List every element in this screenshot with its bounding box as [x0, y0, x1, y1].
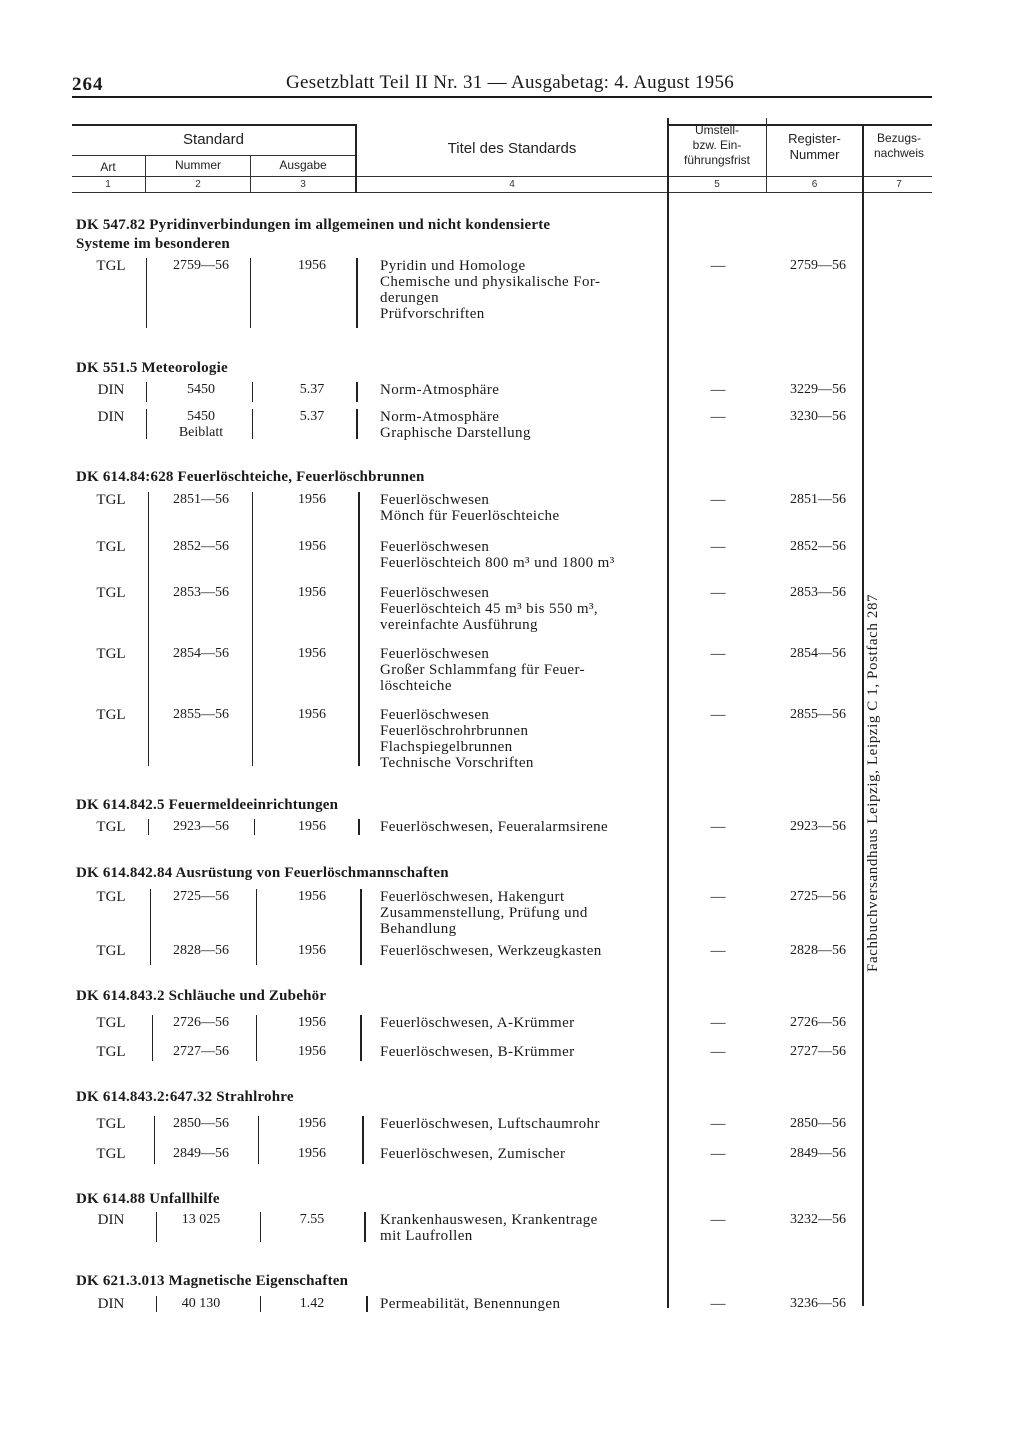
cell-ausgabe: 1956 [298, 819, 326, 834]
cell-art: TGL [96, 1146, 126, 1162]
th-umstell-3: führungsfrist [683, 153, 751, 167]
cell-ausgabe: 5.37 [299, 382, 325, 397]
cell-art: TGL [96, 492, 126, 508]
column-separator [252, 409, 253, 439]
cell-umstell: — [710, 1015, 726, 1031]
cell-register: 2923—56 [790, 819, 846, 834]
cell-nummer: 2727—56 [173, 1044, 229, 1059]
rule [72, 124, 356, 126]
table-row [80, 943, 880, 961]
cell-umstell: — [710, 409, 726, 425]
cell-ausgabe: 1.42 [299, 1296, 325, 1311]
cell-register: 2727—56 [790, 1044, 846, 1059]
section-heading: DK 551.5 Meteorologie [76, 360, 228, 376]
cell-umstell: — [710, 1296, 726, 1312]
col-number: 3 [300, 179, 306, 190]
column-separator [260, 1212, 261, 1242]
cell-register: 2850—56 [790, 1116, 846, 1131]
column-separator [364, 1212, 366, 1242]
cell-titel: Feuerlöschwesen, Luftschaumrohr [380, 1116, 600, 1132]
th-titel: Titel des Standards [447, 140, 577, 157]
section-heading: DK 614.842.5 Feuermeldeeinrichtungen [76, 797, 339, 813]
cell-register: 2726—56 [790, 1015, 846, 1030]
cell-art: TGL [96, 943, 126, 959]
col-number: 6 [811, 179, 818, 190]
bezugsnachweis-note: Fachbuchversandhaus Leipzig, Leipzig C 1, Postfach 287 [865, 593, 881, 972]
table-row [80, 492, 880, 524]
cell-nummer: 2759—56 [173, 258, 229, 273]
th-standard: Standard [183, 131, 244, 148]
table-row [80, 646, 880, 694]
cell-ausgabe: 7.55 [299, 1212, 325, 1227]
cell-art: TGL [96, 646, 126, 662]
cell-art: TGL [96, 258, 126, 274]
th-umstell-2: bzw. Ein- [692, 138, 742, 152]
cell-nummer: 2855—56 [173, 707, 229, 722]
cell-ausgabe: 1956 [298, 889, 326, 904]
cell-nummer: 2726—56 [173, 1015, 229, 1030]
cell-umstell: — [710, 646, 726, 662]
cell-titel: Feuerlöschwesen, Werkzeugkasten [380, 943, 602, 959]
header-rule [72, 96, 932, 98]
section-heading: DK 614.88 Unfallhilfe [76, 1191, 220, 1207]
col-number: 4 [509, 179, 515, 190]
cell-nummer: 2725—56 [173, 889, 229, 904]
cell-art: TGL [96, 1015, 126, 1031]
cell-umstell: — [710, 943, 726, 959]
cell-register: 2852—56 [790, 539, 846, 554]
column-separator [260, 1296, 261, 1312]
cell-register: 3236—56 [790, 1296, 846, 1311]
cell-nummer: 2852—56 [173, 539, 229, 554]
cell-umstell: — [710, 1116, 726, 1132]
cell-ausgabe: 1956 [298, 943, 326, 958]
table-row [80, 1044, 880, 1062]
table-row [80, 1296, 880, 1314]
cell-umstell: — [710, 1146, 726, 1162]
cell-titel: Krankenhauswesen, Krankentrage mit Laufrollen [380, 1212, 598, 1244]
table-row [80, 889, 880, 937]
table-row [80, 707, 880, 771]
cell-umstell: — [710, 707, 726, 723]
section-heading: DK 614.843.2 Schläuche und Zubehör [76, 988, 327, 1004]
cell-titel: Feuerlöschwesen Feuerlöschrohrbrunnen Flachspiegelbrunnen Technische Vorschriften [380, 707, 534, 771]
column-separator [146, 382, 147, 402]
column-separator [148, 819, 149, 835]
table-row [80, 1146, 880, 1164]
cell-ausgabe: 1956 [298, 492, 326, 507]
section-heading: DK 547.82 Pyridinverbindungen im allgemeinen und nicht kondensierte Systeme im besonderen [76, 217, 551, 252]
cell-ausgabe: 1956 [298, 707, 326, 722]
column-separator [254, 819, 255, 835]
cell-titel: Feuerlöschwesen Mönch für Feuerlöschteiche [380, 492, 560, 524]
cell-nummer: 2853—56 [173, 585, 229, 600]
cell-titel: Feuerlöschwesen, B-Krümmer [380, 1044, 575, 1060]
col-number: 1 [105, 179, 111, 190]
cell-register: 2828—56 [790, 943, 846, 958]
cell-art: TGL [96, 707, 126, 723]
cell-titel: Permeabilität, Benennungen [380, 1296, 561, 1312]
table-row [80, 539, 880, 571]
cell-umstell: — [710, 258, 726, 274]
cell-art: DIN [97, 382, 125, 398]
cell-nummer: 5450 Beiblatt [178, 409, 224, 440]
table-row [80, 1015, 880, 1033]
column-separator [356, 258, 358, 328]
cell-ausgabe: 1956 [298, 539, 326, 554]
table-row [80, 409, 880, 441]
cell-titel: Feuerlöschwesen Großer Schlammfang für Feuer- löschteiche [380, 646, 585, 694]
rule [72, 155, 356, 156]
table-row [80, 258, 880, 322]
th-nummer: Nummer [174, 158, 221, 172]
cell-ausgabe: 1956 [298, 1116, 326, 1131]
cell-nummer: 13 025 [181, 1212, 221, 1227]
section-heading: DK 621.3.013 Magnetische Eigenschaften [76, 1273, 349, 1289]
th-bezugs-2: nachweis [873, 146, 925, 160]
th-ausgabe: Ausgabe [279, 158, 327, 172]
column-separator [146, 258, 147, 328]
column-separator [252, 382, 253, 402]
cell-nummer: 2851—56 [173, 492, 229, 507]
cell-titel: Feuerlöschwesen, Zumischer [380, 1146, 566, 1162]
cell-register: 3232—56 [790, 1212, 846, 1227]
cell-ausgabe: 1956 [298, 585, 326, 600]
cell-umstell: — [710, 1044, 726, 1060]
th-art: Art [100, 160, 116, 174]
cell-titel: Pyridin und Homologe Chemische und physikalische For- derungen Prüfvorschriften [380, 258, 601, 322]
cell-titel: Norm-Atmosphäre Graphische Darstellung [380, 409, 531, 441]
table-row [80, 819, 880, 837]
cell-titel: Norm-Atmosphäre [380, 382, 500, 398]
cell-umstell: — [710, 539, 726, 555]
cell-titel: Feuerlöschwesen, Hakengurt Zusammenstellung, Prüfung und Behandlung [380, 889, 588, 937]
cell-titel: Feuerlöschwesen Feuerlöschteich 800 m³ und 1800 m³ [380, 539, 615, 571]
cell-art: DIN [97, 1212, 125, 1228]
cell-titel: Feuerlöschwesen, Feueralarmsirene [380, 819, 609, 835]
cell-umstell: — [710, 382, 726, 398]
cell-ausgabe: 1956 [298, 258, 326, 273]
cell-nummer: 2850—56 [173, 1116, 229, 1131]
col-number: 7 [896, 179, 902, 190]
th-umstell-1: Umstell- [695, 123, 739, 137]
column-separator [146, 409, 147, 439]
cell-register: 2855—56 [790, 707, 846, 722]
cell-register: 2725—56 [790, 889, 846, 904]
cell-register: 3230—56 [790, 409, 846, 424]
cell-nummer: 2828—56 [173, 943, 229, 958]
section-heading: DK 614.842.84 Ausrüstung von Feuerlöschmannschaften [76, 865, 449, 881]
column-separator [356, 382, 358, 402]
cell-ausgabe: 1956 [298, 1146, 326, 1161]
th-register-2: Nummer [789, 147, 840, 162]
column-separator [250, 258, 251, 328]
cell-art: TGL [96, 1044, 126, 1060]
table-row [80, 1212, 880, 1244]
cell-register: 2853—56 [790, 585, 846, 600]
section-heading: DK 614.843.2:647.32 Strahlrohre [76, 1089, 294, 1105]
col-number: 2 [195, 179, 201, 190]
rule [72, 176, 932, 177]
cell-register: 3229—56 [790, 382, 846, 397]
table-row [80, 382, 880, 400]
cell-umstell: — [710, 819, 726, 835]
cell-titel: Feuerlöschwesen, A-Krümmer [380, 1015, 575, 1031]
cell-register: 2849—56 [790, 1146, 846, 1161]
th-register-1: Register- [788, 131, 841, 146]
cell-nummer: 2854—56 [173, 646, 229, 661]
cell-umstell: — [710, 492, 726, 508]
th-bezugs-1: Bezugs- [876, 131, 922, 145]
cell-ausgabe: 1956 [298, 646, 326, 661]
cell-art: TGL [96, 585, 126, 601]
page-header-title: Gesetzblatt Teil II Nr. 31 — Ausgabetag: 4. August 1956 [286, 72, 735, 93]
column-separator [356, 409, 358, 439]
cell-art: TGL [96, 539, 126, 555]
rule [72, 192, 932, 193]
cell-ausgabe: 5.37 [299, 409, 325, 424]
column-separator [366, 1296, 368, 1312]
table-row [80, 1116, 880, 1134]
table-row [80, 585, 880, 633]
cell-ausgabe: 1956 [298, 1015, 326, 1030]
cell-ausgabe: 1956 [298, 1044, 326, 1059]
cell-titel: Feuerlöschwesen Feuerlöschteich 45 m³ bis 550 m³, vereinfachte Ausführung [380, 585, 598, 633]
col-number: 5 [714, 179, 720, 190]
cell-register: 2759—56 [790, 258, 846, 273]
cell-nummer: 40 130 [181, 1296, 221, 1311]
cell-art: DIN [97, 1296, 125, 1312]
cell-art: TGL [96, 819, 126, 835]
cell-nummer: 2849—56 [173, 1146, 229, 1161]
cell-nummer: 5450 [187, 382, 215, 397]
cell-art: TGL [96, 889, 126, 905]
cell-umstell: — [710, 889, 726, 905]
cell-art: TGL [96, 1116, 126, 1132]
cell-umstell: — [710, 585, 726, 601]
column-separator [358, 819, 360, 835]
section-heading: DK 614.84:628 Feuerlöschteiche, Feuerlöschbrunnen [76, 469, 425, 485]
cell-register: 2854—56 [790, 646, 846, 661]
cell-register: 2851—56 [790, 492, 846, 507]
page-number: 264 [72, 74, 104, 95]
cell-nummer: 2923—56 [173, 819, 229, 834]
cell-umstell: — [710, 1212, 726, 1228]
cell-art: DIN [97, 409, 125, 425]
